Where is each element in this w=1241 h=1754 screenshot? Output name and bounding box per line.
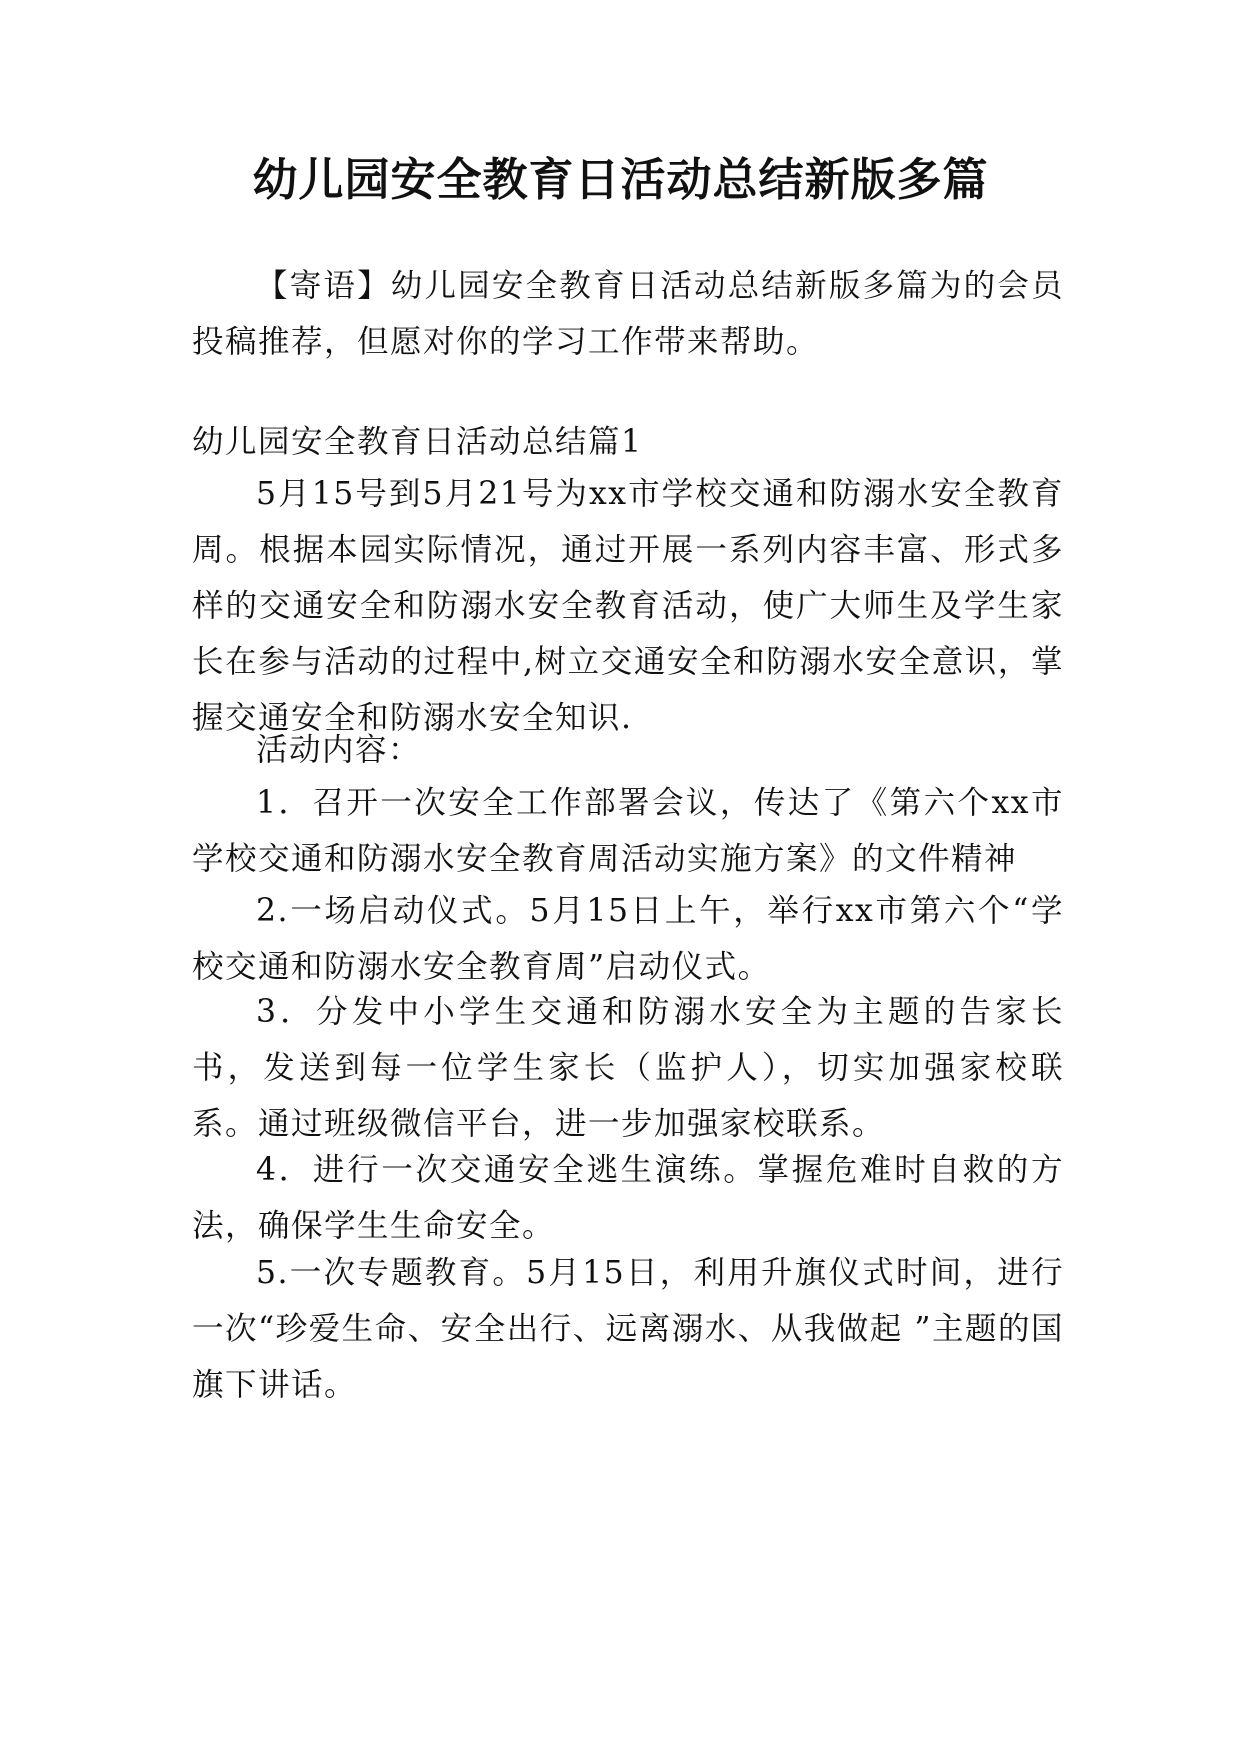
list-item: 2.一场启动仪式。5月15日上午，举行xx市第六个“学校交通和防溺水安全教育周”启动仪式。: [192, 893, 1064, 985]
section-heading: 幼儿园安全教育日活动总结篇1: [192, 424, 643, 460]
intro-paragraph: 【寄语】幼儿园安全教育日活动总结新版多篇为的会员投稿推荐，但愿对你的学习工作带来帮助。: [192, 268, 1064, 360]
document-title: 幼儿园安全教育日活动总结新版多篇: [252, 153, 989, 206]
list-item: 3．分发中小学生交通和防溺水安全为主题的告家长书，发送到每一位学生家长（监护人），切实加强家校联系。通过班级微信平台，进一步加强家校联系。: [192, 994, 1064, 1142]
body-paragraph: 5月15号到5月21号为xx市学校交通和防溺水安全教育周。根据本园实际情况，通过开展一系列内容丰富、形式多样的交通安全和防溺水安全教育活动，使广大师生及学生家长在参与活动的过程中,树立交通安全和防溺水安全意识，掌握交通安全和防溺水安全知识.: [192, 476, 1064, 736]
list-item: 5.一次专题教育。5月15日，利用升旗仪式时间，进行一次“珍爱生命、安全出行、远离溺水、从我做起 ”主题的国旗下讲话。: [192, 1255, 1064, 1403]
list-item: 1．召开一次安全工作部署会议，传达了《第六个xx市学校交通和防溺水安全教育周活动实施方案》的文件精神: [192, 785, 1064, 877]
list-item: 4．进行一次交通安全逃生演练。掌握危难时自救的方法，确保学生生命安全。: [192, 1152, 1064, 1244]
activity-label: 活动内容：: [256, 732, 422, 768]
